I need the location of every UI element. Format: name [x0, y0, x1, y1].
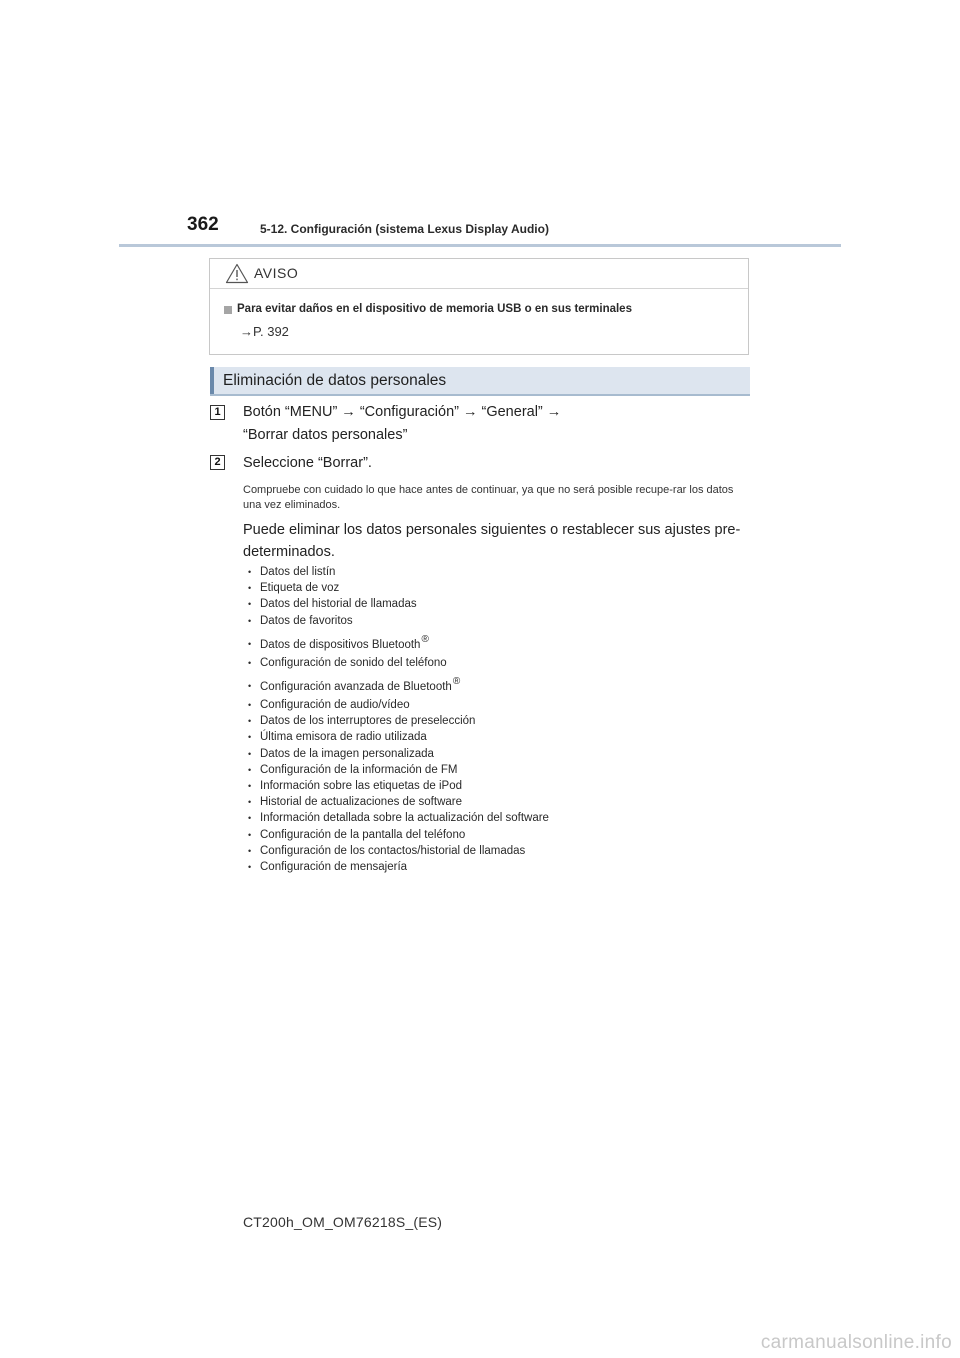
step-1-line-2: “Borrar datos personales”: [243, 427, 408, 443]
list-item: • Etiqueta de voz: [248, 580, 549, 596]
list-item: [248, 671, 549, 697]
warning-triangle-icon: [225, 263, 249, 284]
list-item: [248, 629, 549, 655]
step-1-line-1: Botón “MENU” → “Configuración” → “General” →: [243, 404, 562, 420]
list-item: • Configuración de los contactos/historial de llamadas: [248, 843, 549, 859]
list-item: • Configuración de la pantalla del teléfono: [248, 827, 549, 843]
header-rule: [119, 244, 841, 247]
page-number: 362: [187, 214, 219, 235]
registered-mark: ®: [421, 633, 429, 645]
warning-header: [210, 259, 748, 289]
list-item: • Última emisora de radio utilizada: [248, 729, 549, 745]
list-item: • Configuración de mensajería: [248, 859, 549, 875]
intro-paragraph: Puede eliminar los datos personales siguientes o restablecer sus ajustes pre-determinados.: [243, 522, 741, 560]
list-item-text: Configuración avanzada de Bluetooth: [260, 681, 452, 694]
list-item: • Configuración de la información de FM: [248, 762, 549, 778]
subsection-accent: [210, 367, 214, 394]
page-reference-link[interactable]: →P. 392: [240, 324, 289, 339]
warning-item: [224, 303, 738, 315]
section-title: 5-12. Configuración (sistema Lexus Display Audio): [260, 222, 549, 236]
caution-note: Compruebe con cuidado lo que hace antes de continuar, ya que no será posible recupe-rar los datos una vez eliminados.: [243, 484, 734, 511]
list-item: • Datos del listín: [248, 564, 549, 580]
list-item: • Información sobre las etiquetas de iPod: [248, 778, 549, 794]
warning-body: [224, 303, 738, 339]
list-item: • Datos de la imagen personalizada: [248, 746, 549, 762]
square-bullet-icon: [224, 306, 232, 314]
subsection-header: [210, 367, 750, 396]
subsection-title: Eliminación de datos personales: [223, 372, 447, 389]
list-item: • Datos de favoritos: [248, 613, 549, 629]
step-number-2: 2: [210, 455, 225, 470]
step-2-line-1: Seleccione “Borrar”.: [243, 455, 372, 471]
warning-title: AVISO: [254, 265, 299, 281]
personal-data-list: [248, 564, 549, 875]
list-item: • Historial de actualizaciones de software: [248, 794, 549, 810]
list-item-text: Datos de dispositivos Bluetooth: [260, 638, 421, 651]
warning-box: [209, 258, 749, 355]
list-item: • Configuración de sonido del teléfono: [248, 655, 549, 671]
warning-item-text: Para evitar daños en el dispositivo de memoria USB o en sus terminales: [237, 303, 632, 315]
list-item: • Configuración de audio/vídeo: [248, 697, 549, 713]
list-item: • Datos de los interruptores de preselección: [248, 713, 549, 729]
document-code: CT200h_OM_OM76218S_(ES): [243, 1214, 443, 1230]
list-item: • Información detallada sobre la actualización del software: [248, 810, 549, 826]
list-item: • Datos del historial de llamadas: [248, 596, 549, 612]
page-header: [187, 214, 841, 246]
step-number-1: 1: [210, 405, 225, 420]
watermark: carmanualsonline.info: [760, 1332, 952, 1353]
registered-mark: ®: [452, 676, 461, 688]
